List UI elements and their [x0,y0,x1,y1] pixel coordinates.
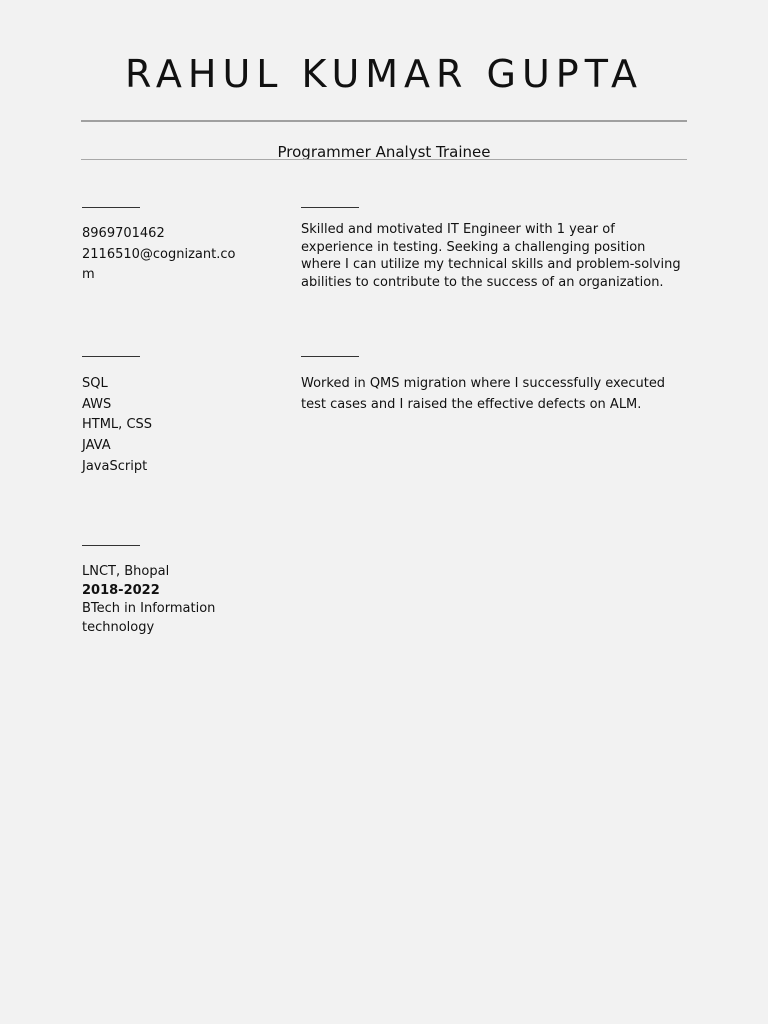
contact-section [82,224,242,286]
skill-item: SQL [82,376,108,391]
candidate-name: RAHUL KUMAR GUPTA [125,52,643,96]
experience-section-rule [301,356,359,357]
education-years: 2018-2022 [82,582,160,598]
contact-email-line1: 2116510@cognizant.co [82,246,236,262]
contact-section-rule [82,207,140,208]
education-section-rule [82,545,140,546]
education-section [82,562,242,637]
skills-section-rule [82,356,140,357]
skill-item: HTML, CSS [82,417,153,433]
skill-item: JAVA [82,438,111,454]
skill-item: JavaScript [82,458,148,474]
experience-summary: Worked in QMS migration where I successfully executed test cases and I raised the effective defects on ALM. [301,376,666,412]
job-title: Programmer Analyst Trainee [277,143,491,161]
header-divider-top [81,120,687,122]
skills-list [82,374,242,478]
profile-section-rule [301,207,359,208]
education-degree: BTech in Information technology [82,600,216,635]
contact-phone: 8969701462 [82,226,165,241]
skill-item: AWS [82,396,112,412]
header-divider-bottom [81,159,687,160]
contact-email-line2: m [82,267,95,283]
education-school: LNCT, Bhopal [82,564,170,579]
profile-summary: Skilled and motivated IT Engineer with 1 year of experience in testing. Seeking a challenging position where I can utilize my technical skills and problem-solving abilities to contribute to the success of an organization. [301,222,681,290]
